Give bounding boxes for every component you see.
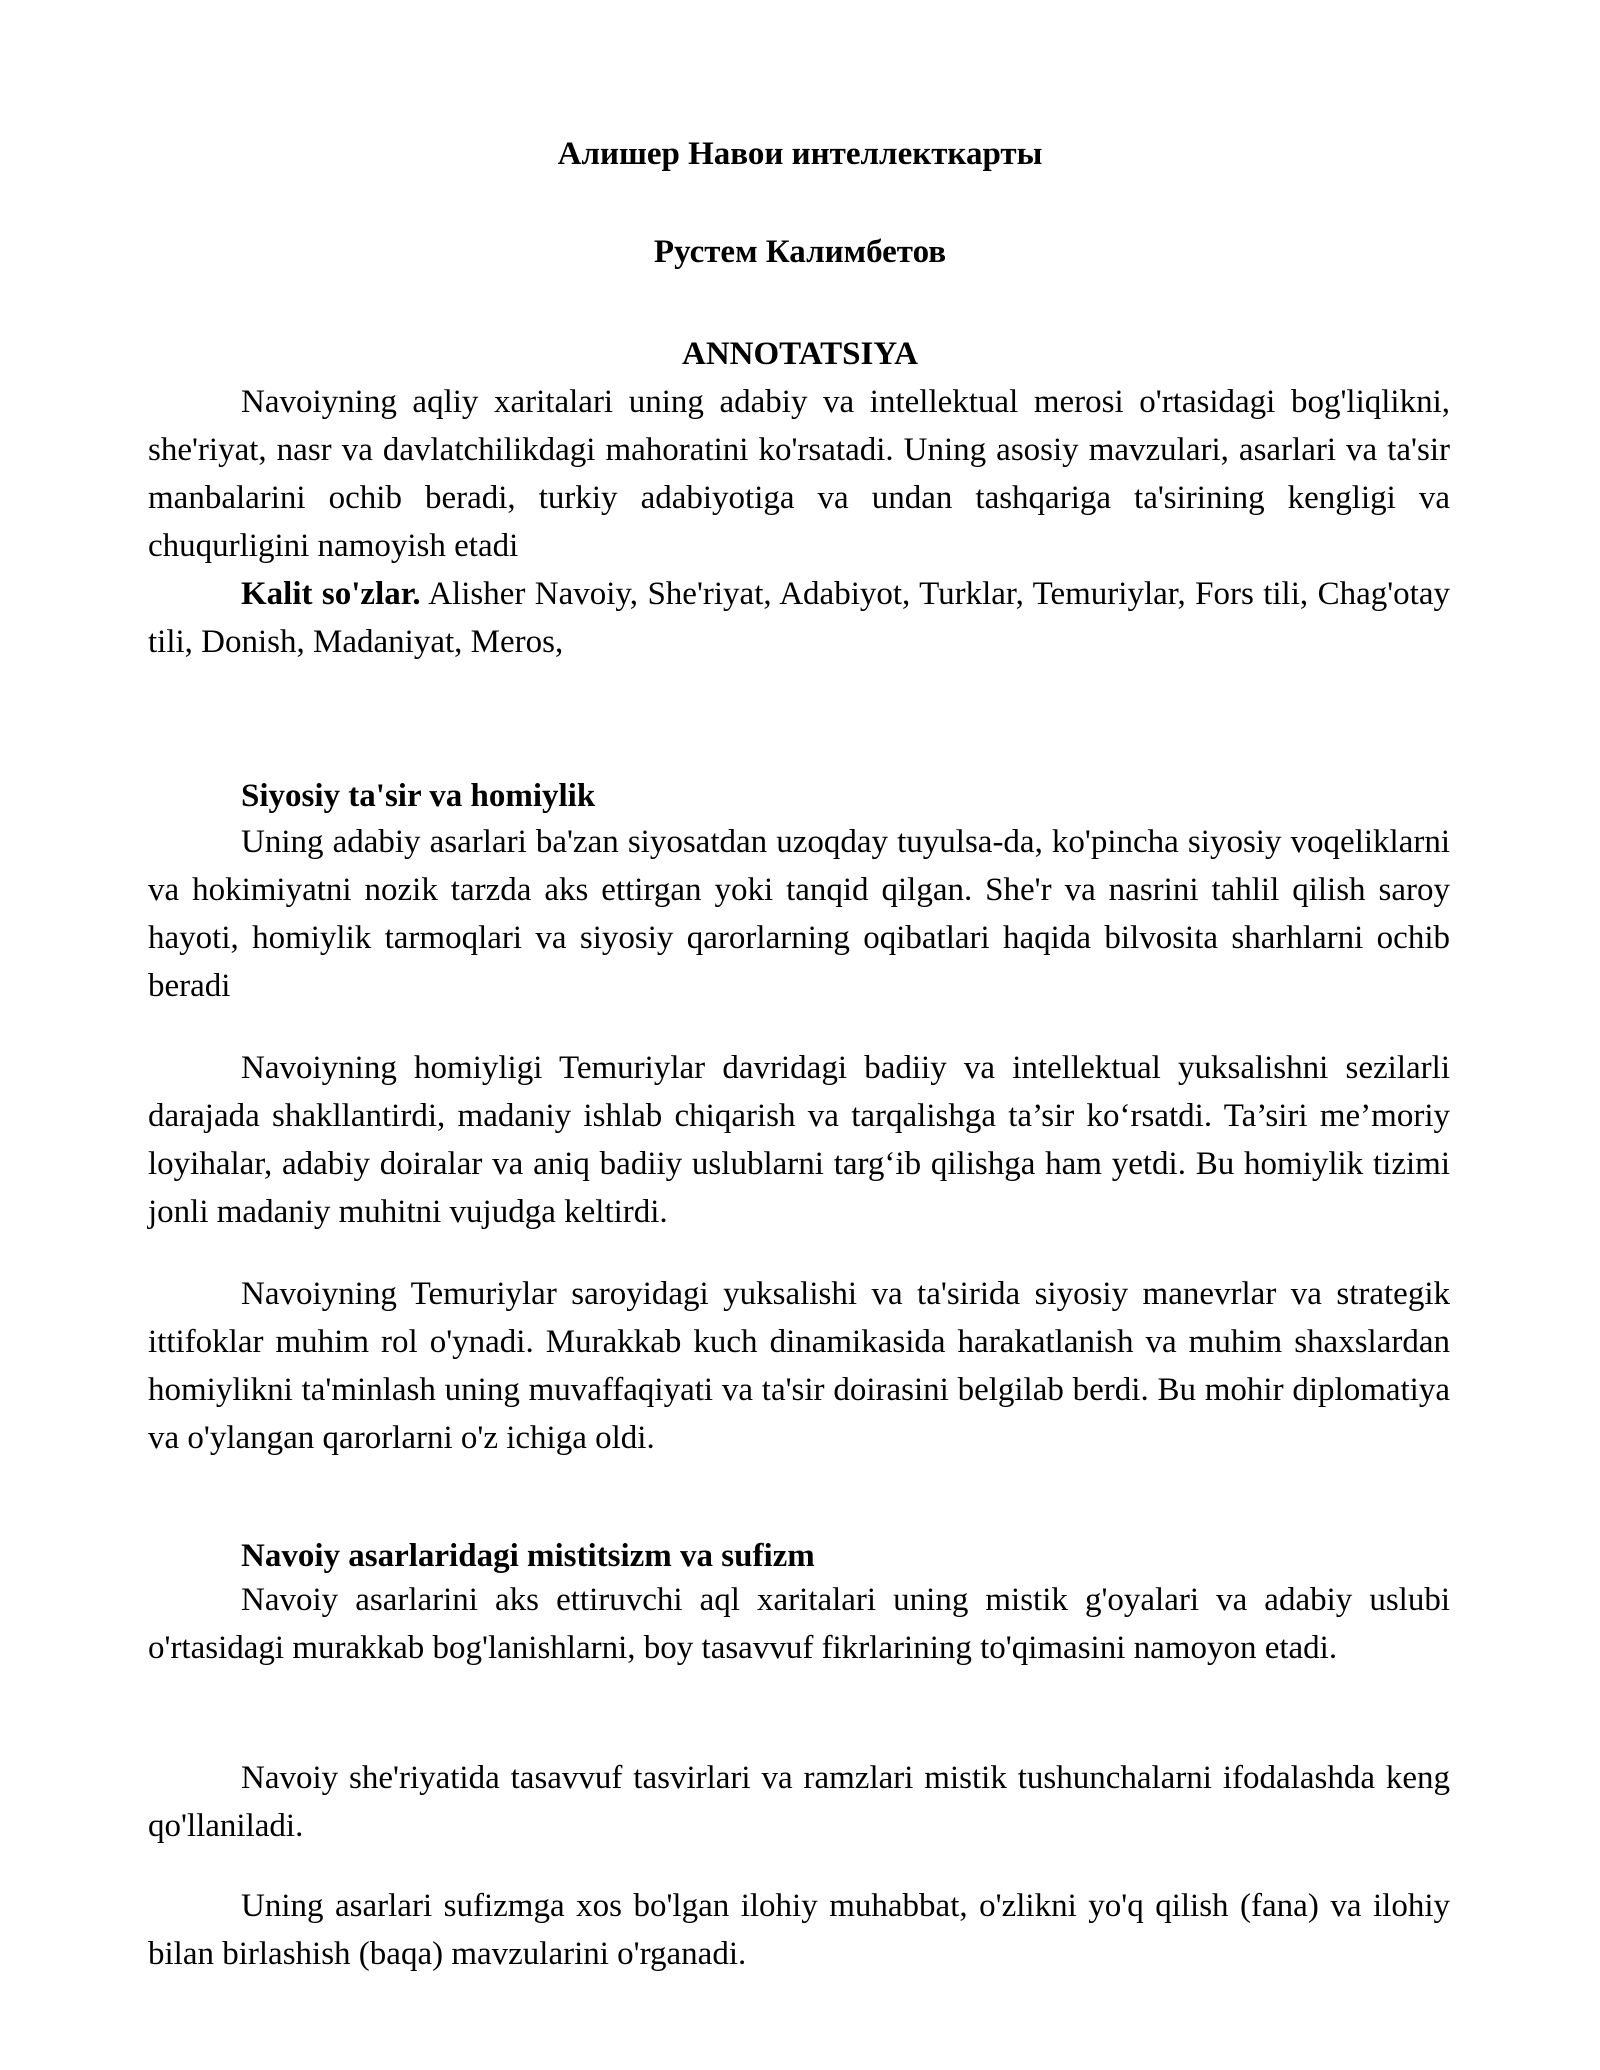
document-title: Алишер Навои интеллекткарты — [557, 136, 1043, 172]
author-name: Рустем Калимбетов — [653, 234, 947, 270]
section-heading-politics: Siyosiy ta'sir va homiylik — [241, 778, 596, 814]
paragraph-text: Uning adabiy asarlari ba'zan siyosatdan uzoqday tuyulsa-da, ko'pincha siyosiy voqeliklarni va hokimiyatni nozik tarzda aks ettirgan yoki tanqid qilgan. She'r va nasrini tahlil qilish saroy hayoti, homiylik tarmoqlari va siyosiy qarorlarning oqibatlari haqida bilvosita sharhlarni ochib beradi — [148, 824, 1450, 1004]
paragraph-text: Navoiy she'riyatida tasavvuf tasvirlari va ramzlari mistik tushunchalarni ifodalashda keng qo'llaniladi. — [148, 1760, 1450, 1844]
keywords-label: Kalit so'zlar. — [241, 576, 421, 612]
section-paragraph — [148, 1576, 1450, 1672]
keywords-text: Alisher Navoiy, She'riyat, Adabiyot, Turklar, Temuriylar, Fors tili, Chag'otay tili, Donish, Madaniyat, Meros, — [148, 576, 1450, 660]
section-paragraph — [148, 1270, 1450, 1462]
paragraph-text: Navoiyning Temuriylar saroyidagi yuksalishi va ta'sirida siyosiy manevrlar va strategik ittifoklar muhim rol o'ynadi. Murakkab kuch dinamikasida harakatlanish va muhim shaxslardan homiylikni ta'minlash uning muvaffaqiyati va ta'sir doirasini belgilab berdi. Bu mohir diplomatiya va o'ylangan qarorlarni o'z ichiga oldi. — [148, 1276, 1450, 1456]
paragraph-text: Navoiyning homiyligi Temuriylar davridagi badiiy va intellektual yuksalishni sezilarli darajada shakllantirdi, madaniy ishlab chiqarish va tarqalishga ta’sir ko‘rsatdi. Ta’siri me’moriy loyihalar, adabiy doiralar va aniq badiiy uslublarni targ‘ib qilishga ham yetdi. Bu homiylik tizimi jonli madaniy muhitni vujudga keltirdi. — [148, 1050, 1450, 1230]
section-heading-mysticism: Navoiy asarlaridagi mistitsizm va sufizm — [241, 1538, 815, 1574]
keywords-line — [148, 570, 1450, 666]
section-paragraph — [148, 1882, 1450, 1978]
paragraph-text: Navoiy asarlarini aks ettiruvchi aql xaritalari uning mistik g'oyalari va adabiy uslubi o'rtasidagi murakkab bog'lanishlarni, boy tasavvuf fikrlarining to'qimasini namoyon etadi. — [148, 1582, 1450, 1666]
keywords-paragraph — [148, 570, 1450, 666]
section-paragraph — [148, 1754, 1450, 1850]
annotation-heading: ANNOTATSIYA — [682, 336, 918, 372]
annotation-paragraph — [148, 378, 1450, 570]
paragraph-text: Uning asarlari sufizmga xos bo'lgan ilohiy muhabbat, o'zlikni yo'q qilish (fana) va ilohiy bilan birlashish (baqa) mavzularini o'rganadi. — [148, 1888, 1450, 1972]
annotation-text: Navoiyning aqliy xaritalari uning adabiy va intellektual merosi o'rtasidagi bog'liqlikni, she'riyat, nasr va davlatchilikdagi mahoratini ko'rsatadi. Uning asosiy mavzulari, asarlari va ta'sir manbalarini ochib beradi, turkiy adabiyotiga va undan tashqariga ta'sirining kengligi va chuqurligini namoyish etadi — [148, 384, 1450, 564]
section-paragraph — [148, 818, 1450, 1010]
section-paragraph — [148, 1044, 1450, 1236]
